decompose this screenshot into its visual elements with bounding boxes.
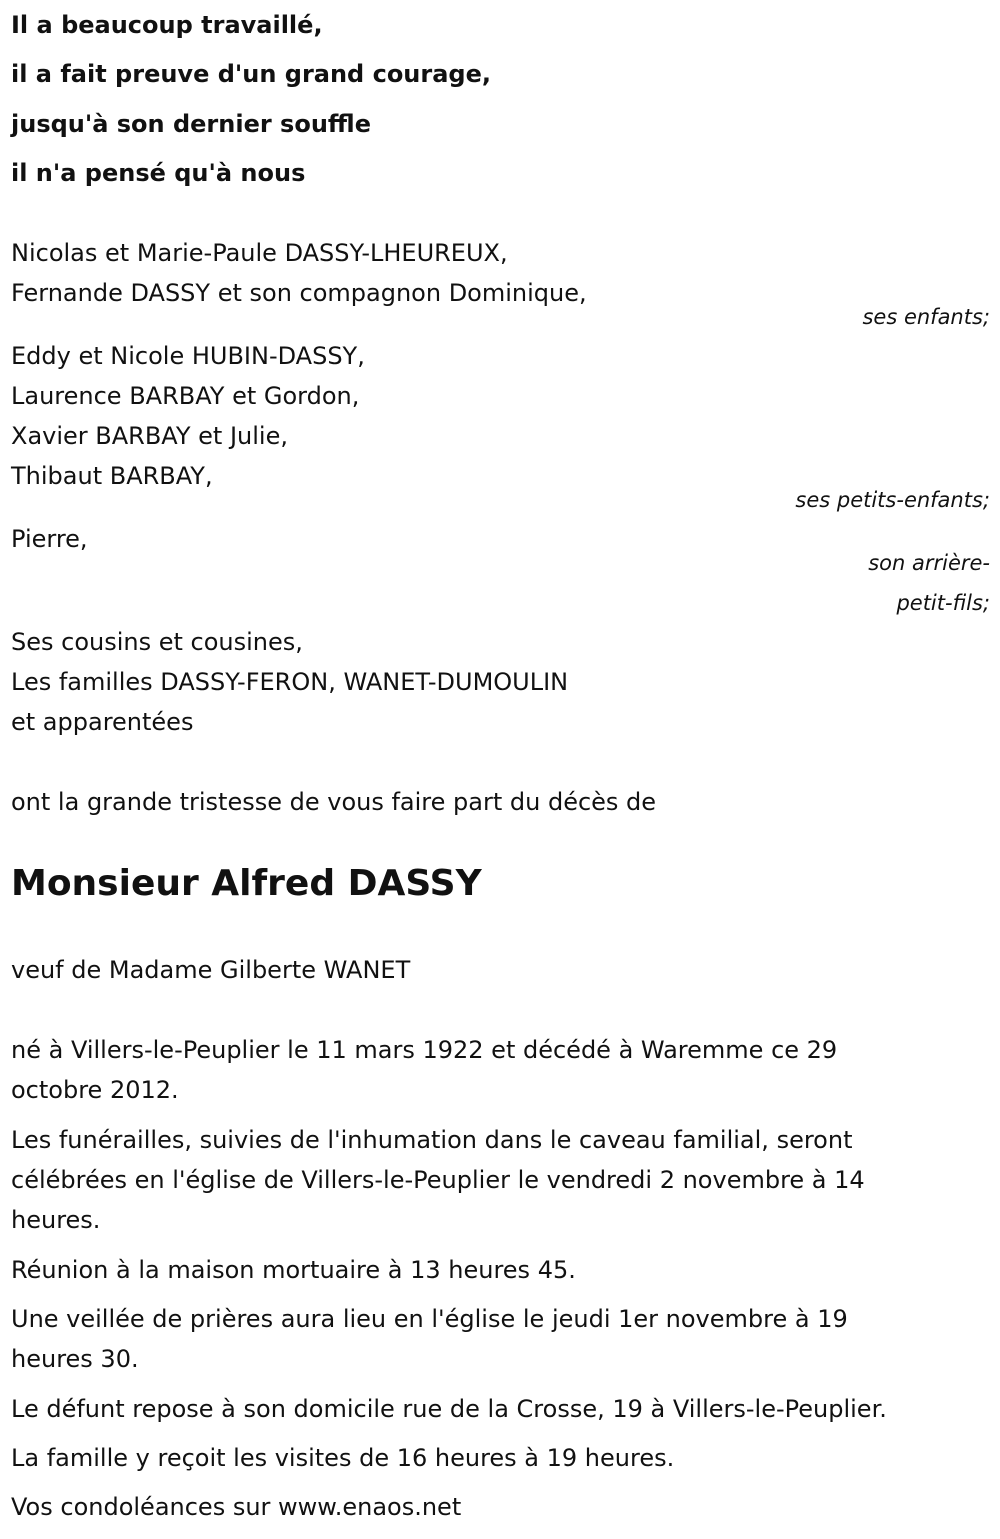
funeral-line-1: Les funérailles, suivies de l'inhumation dans le caveau familial, seront (11, 1126, 853, 1154)
condolences-line: Vos condoléances sur www.enaos.net (11, 1493, 462, 1521)
children-role: ses enfants; (862, 305, 990, 329)
relatives-line-3: et apparentées (11, 708, 194, 736)
epigraph-line-2: il a fait preuve d'un grand courage, (11, 60, 491, 88)
grandchild-name-2: Laurence BARBAY et Gordon, (11, 382, 360, 410)
grandchildren-role: ses petits-enfants; (795, 488, 990, 512)
great-grandchild-role-line-2: petit-fils; (896, 591, 990, 615)
meeting-line: Réunion à la maison mortuaire à 13 heures 45. (11, 1256, 576, 1284)
epigraph-line-1: Il a beaucoup travaillé, (11, 11, 323, 39)
birth-death-line-1: né à Villers-le-Peuplier le 11 mars 1922 et décédé à Waremme ce 29 (11, 1036, 838, 1064)
grandchild-name-1: Eddy et Nicole HUBIN-DASSY, (11, 342, 365, 370)
deceased-name: Monsieur Alfred DASSY (11, 863, 482, 904)
children-name-2: Fernande DASSY et son compagnon Dominique, (11, 279, 587, 307)
great-grandchild-role-line-1: son arrière- (868, 551, 990, 575)
birth-death-line-2: octobre 2012. (11, 1076, 179, 1104)
grandchild-name-4: Thibaut BARBAY, (11, 462, 213, 490)
vigil-line-1: Une veillée de prières aura lieu en l'église le jeudi 1er novembre à 19 (11, 1305, 848, 1333)
epigraph-line-4: il n'a pensé qu'à nous (11, 159, 306, 187)
funeral-line-3: heures. (11, 1206, 101, 1234)
grandchild-name-3: Xavier BARBAY et Julie, (11, 422, 288, 450)
relatives-line-2: Les familles DASSY-FERON, WANET-DUMOULIN (11, 668, 569, 696)
relatives-line-1: Ses cousins et cousines, (11, 628, 303, 656)
children-name-1: Nicolas et Marie-Paule DASSY-LHEUREUX, (11, 239, 508, 267)
widower-of: veuf de Madame Gilberte WANET (11, 956, 411, 984)
epigraph-line-3: jusqu'à son dernier souffle (11, 110, 371, 138)
repose-line: Le défunt repose à son domicile rue de la Crosse, 19 à Villers-le-Peuplier. (11, 1395, 887, 1423)
vigil-line-2: heures 30. (11, 1345, 139, 1373)
great-grandchild-name: Pierre, (11, 525, 88, 553)
visits-line: La famille y reçoit les visites de 16 heures à 19 heures. (11, 1444, 675, 1472)
announcement-text: ont la grande tristesse de vous faire part du décès de (11, 788, 657, 816)
funeral-line-2: célébrées en l'église de Villers-le-Peuplier le vendredi 2 novembre à 14 (11, 1166, 865, 1194)
